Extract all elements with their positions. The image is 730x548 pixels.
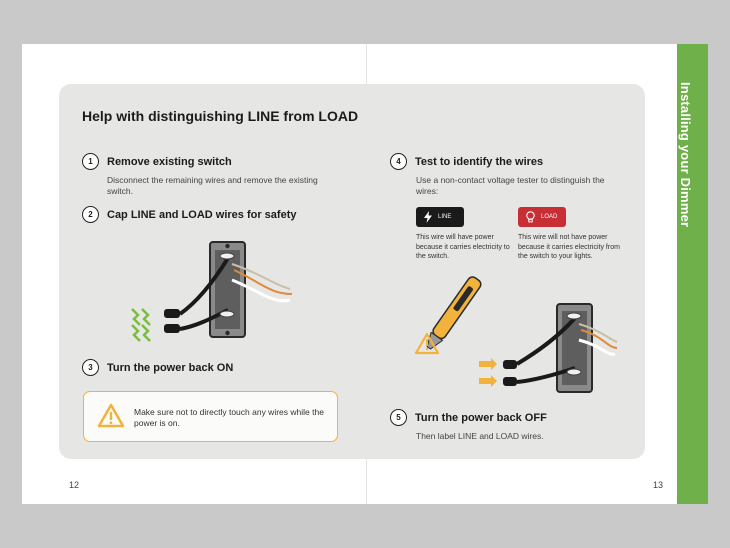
load-badge-label: LOAD [541,214,558,220]
step-title: Test to identify the wires [415,155,544,168]
step-5-description: Then label LINE and LOAD wires. [416,431,544,441]
step-number: 1 [82,153,99,170]
step-5 [390,409,547,426]
step-number: 5 [390,409,407,426]
load-caption: This wire will not have power because it carries electricity from the switch to your lights. [518,234,620,260]
wire-cap [164,309,180,318]
step-title: Cap LINE and LOAD wires for safety [107,208,297,221]
step-number: 2 [82,206,99,223]
box-screw [225,331,229,335]
page-number-right: 13 [653,480,664,490]
manual-spread [22,44,708,504]
lightning-icon [424,211,432,223]
line-badge [416,207,464,227]
step-4-description: Use a non-contact voltage tester to distinguish the wires: [416,175,605,196]
wire-cap [503,377,517,386]
warning-callout [83,391,338,442]
line-badge-label: LINE [438,214,452,220]
warning-text: Make sure not to directly touch any wires while the power is on. [134,407,324,428]
warning-icon [97,403,125,429]
voltage-tester-icon [423,275,483,352]
line-caption: This wire will have power because it carries electricity to the switch. [416,234,510,260]
step-2 [82,206,296,223]
lightbulb-icon [526,211,535,223]
arrow-icon [479,358,497,387]
chapter-tab-title: Installing your Dimmer [678,82,693,228]
step-title: Turn the power back ON [107,361,234,374]
wire-nut [220,253,234,259]
wire-cap [164,324,180,333]
step-number: 3 [82,359,99,376]
step-1-description: Disconnect the remaining wires and remove the existing switch. [107,175,318,196]
step-3 [82,359,233,376]
load-badge [518,207,566,227]
wire-cap [503,360,517,369]
voltage-test-illustration [407,276,617,396]
page-number-left: 12 [69,480,80,490]
box-screw [225,244,229,248]
step-1 [82,153,232,170]
page-heading: Help with distinguishing LINE from LOAD [82,108,359,124]
cap-arrows-icon [132,309,150,341]
wire-nut [567,369,581,375]
wire-nut [220,311,234,317]
step-4 [390,153,543,170]
wire-nut [567,313,581,319]
step-title: Turn the power back OFF [415,411,547,424]
step-number: 4 [390,153,407,170]
step-title: Remove existing switch [107,155,232,168]
capped-wires-illustration [102,234,302,349]
